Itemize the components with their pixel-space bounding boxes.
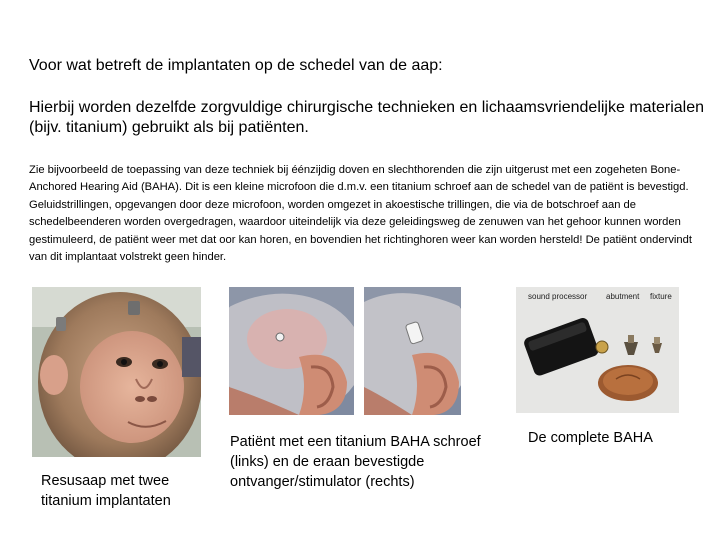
- caption-device: De complete BAHA: [528, 430, 653, 446]
- monkey-photo: [32, 287, 201, 457]
- ear-screw-photo: [229, 287, 354, 415]
- caption-ear: Patiënt met een titanium BAHA schroef (links) en de eraan bevestigde ontvanger/stimulator (rechts): [230, 434, 481, 490]
- intro-paragraph: Hierbij worden dezelfde zorgvuldige chirurgische technieken en lichaamsvriendelijke materialen (bijv. titanium) gebruikt als bij patiënten.: [29, 99, 705, 136]
- heading: Voor wat betreft de implantaten op de schedel van de aap:: [29, 57, 443, 74]
- baha-device-photo: [516, 287, 679, 413]
- label-sound-processor: sound processor: [528, 292, 588, 301]
- caption-monkey: Resusaap met twee titanium implantaten: [41, 473, 171, 509]
- label-abutment: abutment: [606, 292, 640, 301]
- body-paragraph: Zie bijvoorbeeld de toepassing van deze techniek bij éénzijdig doven en slechthorenden die zijn uitgerust met een zogeheten Bone-Anchored Hearing Aid (BAHA). Dit is een kleine microfoon die d.m.v. een titanium schroef aan de schedel van de patiënt is bevestigd. Geluidstrillingen, opgevangen door deze microfoon, worden omgezet in akoestische trillingen, die via de botschroef aan de schedelbeenderen worden overgedragen, waardoor uiteindelijk via deze geleidingsweg de zenuwen van het gehoor kunnen worden gestimuleerd, de patiënt weer met dat oor kan horen, en bovendien het richtinghoren weer kan worden hersteld! De patiënt ondervindt van dit implantaat volstrekt geen hinder.: [29, 164, 692, 264]
- ear-receiver-photo: [364, 287, 461, 415]
- label-fixture: fixture: [650, 292, 672, 301]
